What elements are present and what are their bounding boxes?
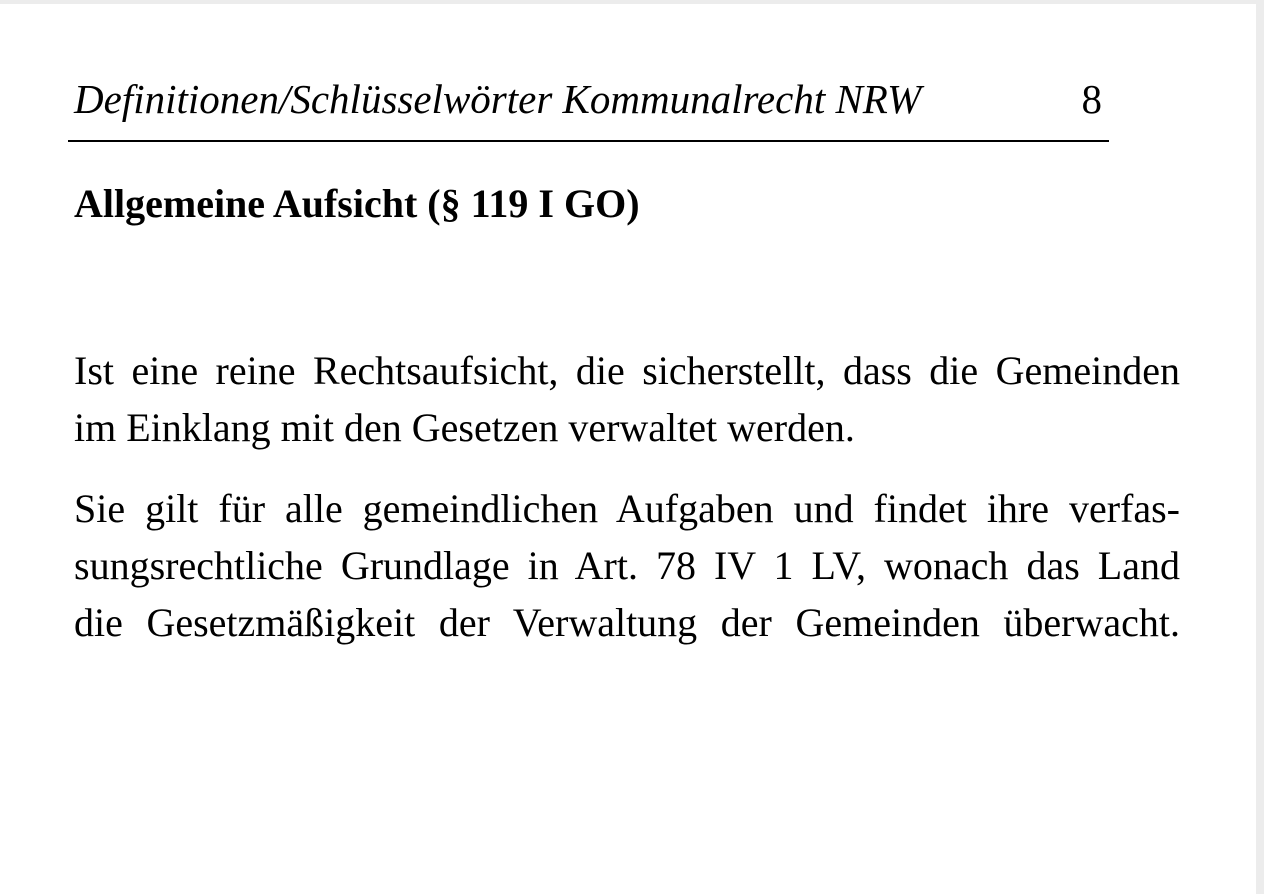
entry-heading: Allgemeine Aufsicht (§ 119 I GO) (74, 181, 640, 226)
paragraph (74, 480, 1180, 651)
header-rule (68, 140, 1109, 142)
paragraph-line: Ist eine reine Rechtsaufsicht, die sicherstellt, dass die Gemeinden (74, 348, 1180, 393)
running-title: Definitionen/Schlüsselwörter Kommunalrecht NRW (74, 76, 922, 122)
paragraph-line: die Gesetzmäßigkeit der Verwaltung der Gemeinden überwacht. (74, 600, 1180, 645)
running-header (74, 74, 1102, 124)
paragraph-line: sungsrechtliche Grundlage in Art. 78 IV 1 LV, wonach das Land (74, 543, 1180, 588)
paragraph-line: im Einklang mit den Gesetzen verwaltet werden. (74, 405, 855, 450)
paragraph-line: Sie gilt für alle gemeindlichen Aufgaben und findet ihre verfas- (74, 486, 1180, 531)
page-number: 8 (1081, 76, 1102, 122)
paragraph (74, 342, 1180, 456)
